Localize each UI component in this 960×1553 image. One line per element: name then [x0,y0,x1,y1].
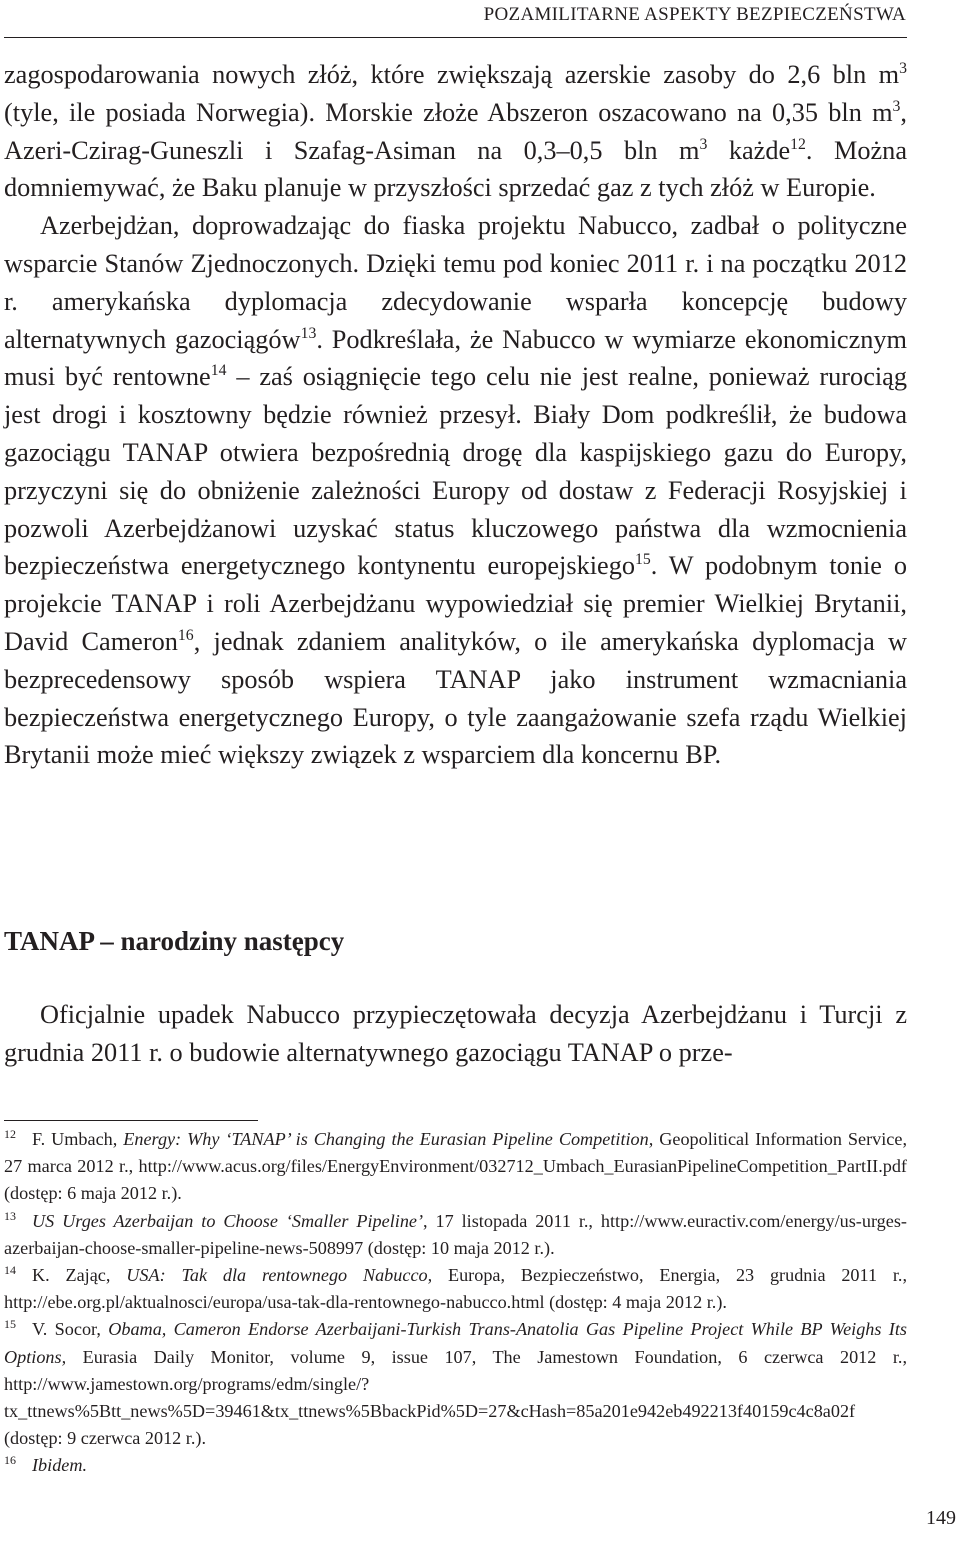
citation-title: Obama, Cameron Endorse Azerbaijani-Turkish Trans-Anatolia Gas Pipeline Project While BP Weighs Its Options, [4,1319,907,1367]
text: każde [707,135,791,165]
footnote-ref-12[interactable]: 12 [790,135,806,153]
text: Geopolitical Information Service, 27 marca 2012 r., http://www.acus.org/files/EnergyEnvironment/032712_Umbach_EurasianPipelineCompetition_PartII.pdf (dostęp: 6 maja 2012 r.). [4,1129,908,1204]
footnote-13: 13 US Urges Azerbaijan to Choose ‘Smaller Pipeline’, 17 listopada 2011 r., http://www.euractiv.com/energy/us-urges-azerbaijan-choose-smaller-pipeline-news-508997 (dostęp: 10 maja 2012 r.). [4,1208,907,1258]
text: . Podkreślała, że Nabucco w wymiarze ekonomicznym musi być rentowne [4,324,907,392]
header-rule [4,37,907,38]
text: Europa, Bezpieczeństwo, Energia, 23 grudnia 2011 r., http://ebe.org.pl/aktualnosci/europa/usa-tak-dla-rentownego-nabucco.html (dostęp: 4 maja 2012 r.). [4,1265,907,1313]
text: F. Umbach, [32,1129,124,1149]
footnote-ref-13[interactable]: 13 [300,324,317,342]
text: . Można domniemywać, że Baku planuje w przyszłości sprzedać gaz z tych złóż w Europie. [4,135,907,203]
citation-title: Ibidem. [32,1455,88,1476]
footnote-16: 16 Ibidem. [4,1453,88,1476]
citation-title: US Urges Azerbaijan to Choose ‘Smaller Pipeline’ [32,1210,424,1231]
superscript: 3 [699,135,708,153]
page-number: 149 [926,1507,956,1529]
footnotes [4,1126,907,1480]
footnote-15: 15 V. Socor, Obama, Cameron Endorse Azerbaijani-Turkish Trans-Anatolia Gas Pipeline Project While BP Weighs Its Options, Eurasia Daily Monitor, volume 9, issue 107, The Jamestown Foundation, 6 czerwca 2012 r., http://www.jamestown.org/programs/edm/single/?tx_ttnews%5Btt_news%5D=39461&tx_ttnews%5BbackPid%5D=27&cHash=85a201e942eb492213f40159c4c8a02f (dostęp: 9 czerwca 2012 r.). [4,1317,907,1449]
superscript: 3 [892,98,901,116]
paragraph-3: Oficjalnie upadek Nabucco przypieczętowała decyzja Azerbejdżanu i Turcji z grudnia 2011 r. o budowie alternatywnego gazociągu TANAP o prze- [4,1000,907,1067]
citation-title: Energy: Why ‘TANAP’ is Changing the Eurasian Pipeline Competition, [123,1129,654,1149]
footnote-ref-16[interactable]: 16 [177,627,194,645]
footnote-ref-15[interactable]: 15 [635,551,651,569]
text: K. Zając, [32,1265,127,1286]
text: , Azeri-Czirag-Guneszli i Szafag-Asiman na 0,3–0,5 bln m [4,97,907,165]
text: , 17 listopada 2011 r., http://www.euractiv.com/energy/us-urges-azerbaijan-choose-smaller-pipeline-news-508997 (dostęp: 10 maja 2012 r.). [4,1210,907,1258]
text: V. Socor, [32,1319,109,1340]
footnote-14: 14 K. Zając, USA: Tak dla rentownego Nabucco, Europa, Bezpieczeństwo, Energia, 23 grudnia 2011 r., http://ebe.org.pl/aktualnosci/europa/usa-tak-dla-rentownego-nabucco.html (dostęp: 4 maja 2012 r.). [4,1262,907,1313]
text: (tyle, ile posiada Norwegia). Morskie złoże Abszeron oszacowano na 0,35 bln m [4,97,893,127]
text: Azerbejdżan, doprowadzając do fiaska projektu Nabucco, zadbał o polityczne wsparcie Stanów Zjednoczonych. Dzięki temu pod koniec 2011 r. i na początku 2012 r. amerykańska dyplomacja zdecydowanie wsparła koncepcję budowy alternatywnych gazociągów [4,211,907,354]
section-heading: TANAP – narodziny następcy [4,926,345,956]
footnote-rule [4,1120,258,1121]
footnote-ref-14[interactable]: 14 [210,362,227,380]
body-text [4,56,907,774]
running-header: POZAMILITARNE ASPEKTY BEZPIECZEŃSTWA [483,4,906,25]
paragraph-1 [4,56,907,207]
citation-title: USA: Tak dla rentownego Nabucco, [126,1265,433,1286]
paragraph-2 [4,207,907,774]
footnote-12: 12 F. Umbach, Energy: Why ‘TANAP’ is Changing the Eurasian Pipeline Competition, Geopolitical Information Service, 27 marca 2012 r., http://www.acus.org/files/EnergyEnvironment/032712_Umbach_EurasianPipelineCompetition_PartII.pdf (dostęp: 6 maja 2012 r.). [4,1126,908,1204]
text: zagospodarowania nowych złóż, które zwiększają azerskie zasoby do 2,6 bln m [4,60,900,89]
text: . W podobnym tonie o projekcie TANAP i roli Azerbejdżanu wypowiedział się premier Wielkiej Brytanii, David Cameron [4,551,907,656]
text: Eurasia Daily Monitor, volume 9, issue 107, The Jamestown Foundation, 6 czerwca 2012 r., http://www.jamestown.org/programs/edm/single/?tx_ttnews%5Btt_news%5D=39461&tx_ttnews%5BbackPid%5D=27&cHash=85a201e942eb492213f40159c4c8a02f (dostęp: 9 czerwca 2012 r.). [4,1346,907,1449]
text: – zaś osiągnięcie tego celu nie jest realne, ponieważ rurociąg jest drogi i kosztowny będzie również przesył. Biały Dom podkreślił, że budowa gazociągu TANAP otwiera bezpośrednią drogę dla kaspijskiego gazu do Europy, przyczyni się do obniżenie zależności Europy od dostaw z Federacji Rosyjskiej i pozwoli Azerbejdżanowi uzyskać status kluczowego państwa dla wzmocnienia bezpieczeństwa energetycznego kontynentu europejskiego [4,362,907,581]
superscript: 3 [899,60,907,78]
text: , jednak zdaniem analityków, o ile amerykańska dyplomacja w bezprecedensowy sposób wspiera TANAP jako instrument wzmacniania bezpieczeństwa energetycznego Europy, o tyle zaangażowanie szefa rządu Wielkiej Brytanii może mieć większy związek z wsparciem dla koncernu BP. [4,626,908,770]
